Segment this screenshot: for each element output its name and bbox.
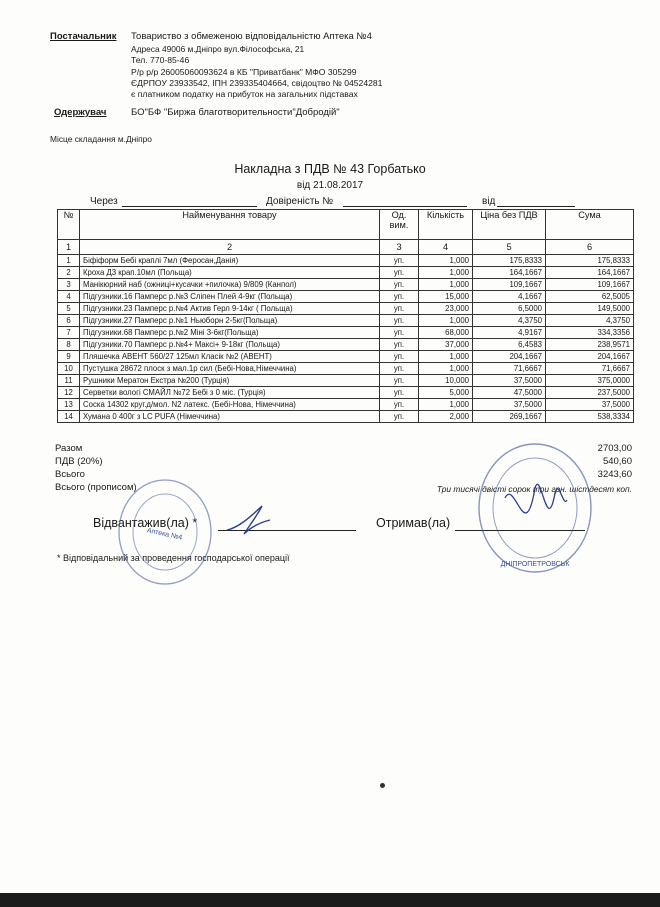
row-unit: уп. — [380, 411, 419, 423]
from-blank — [497, 206, 575, 207]
total-value: 3243,60 — [597, 469, 632, 480]
row-quantity: 37,000 — [419, 339, 473, 351]
supplier-account: Р/р р/р 26005060093624 в КБ "Приватбанк" МФО 305299 — [131, 66, 357, 77]
via-label: Через — [90, 196, 118, 207]
total-in-words: Три тисячі двісті сорок три грн. шістдесят коп. — [436, 484, 632, 494]
table-row — [58, 315, 634, 327]
row-product-name: Серветки вологі СМАЙЛ №72 Бебі з 0 міс. (Турція) — [80, 387, 380, 399]
col-number-4: 4 — [419, 240, 473, 255]
row-quantity: 1,000 — [419, 267, 473, 279]
row-number: 7 — [58, 327, 80, 339]
row-price: 71,6667 — [473, 363, 546, 375]
scan-edge — [0, 893, 660, 907]
stamp-right-text: ДНІПРОПЕТРОВСЬК — [500, 561, 570, 568]
row-product-name: Підгузники.68 Памперс р.№2 Міні 3-6кг(Польща) — [80, 327, 380, 339]
col-number-6: 6 — [546, 240, 634, 255]
row-price: 37,5000 — [473, 375, 546, 387]
row-price: 164,1667 — [473, 267, 546, 279]
header-price: Ціна без ПДВ — [473, 210, 546, 240]
document-date: від 21.08.2017 — [296, 180, 364, 191]
row-quantity: 5,000 — [419, 387, 473, 399]
row-product-name: Підгузники.16 Памперс р.№3 Сліпен Плей 4-9кг (Польща) — [80, 291, 380, 303]
total-label: Всього — [55, 469, 85, 480]
row-product-name: Біфіформ Бебі краплі 7мл (Феросан,Данія) — [80, 255, 380, 267]
row-sum: 149,5000 — [546, 303, 634, 315]
header-quantity: Кількість — [419, 210, 473, 240]
row-quantity: 1,000 — [419, 363, 473, 375]
poa-label: Довіреність № — [266, 196, 334, 207]
row-sum: 4,3750 — [546, 315, 634, 327]
row-unit: уп. — [380, 291, 419, 303]
row-price: 4,1667 — [473, 291, 546, 303]
row-quantity: 15,000 — [419, 291, 473, 303]
row-sum: 37,5000 — [546, 399, 634, 411]
table-row — [58, 351, 634, 363]
received-by-label: Отримав(ла) — [376, 516, 451, 530]
supplier-phone: Тел. 770-85-46 — [131, 55, 190, 66]
row-number: 14 — [58, 411, 80, 423]
row-number: 9 — [58, 351, 80, 363]
row-quantity: 1,000 — [419, 255, 473, 267]
invoice-table — [57, 209, 634, 423]
table-row — [58, 375, 634, 387]
row-product-name: Підгузники.70 Памперс р.№4+ Максі+ 9-18кг (Польща) — [80, 339, 380, 351]
recipient-stamp — [475, 438, 595, 578]
row-quantity: 10,000 — [419, 375, 473, 387]
ink-spot — [380, 783, 385, 788]
poa-blank — [343, 206, 467, 207]
supplier-label: Постачальник — [50, 31, 117, 42]
table-row — [58, 267, 634, 279]
via-blank — [122, 206, 257, 207]
table-row — [58, 399, 634, 411]
row-sum: 204,1667 — [546, 351, 634, 363]
supplier-codes: ЄДРПОУ 23933542, ІПН 239335404664, свідоцтво № 04524281 — [131, 77, 383, 88]
row-sum: 164,1667 — [546, 267, 634, 279]
row-number: 11 — [58, 375, 80, 387]
row-sum: 238,9571 — [546, 339, 634, 351]
row-number: 1 — [58, 255, 80, 267]
row-unit: уп. — [380, 339, 419, 351]
row-price: 204,1667 — [473, 351, 546, 363]
row-number: 13 — [58, 399, 80, 411]
row-price: 37,5000 — [473, 399, 546, 411]
row-sum: 71,6667 — [546, 363, 634, 375]
row-unit: уп. — [380, 363, 419, 375]
row-price: 269,1667 — [473, 411, 546, 423]
header-sum: Сума — [546, 210, 634, 240]
row-price: 4,3750 — [473, 315, 546, 327]
row-sum: 109,1667 — [546, 279, 634, 291]
table-row — [58, 303, 634, 315]
document-title: Накладна з ПДВ № 43 Горбатько — [234, 162, 426, 176]
row-sum: 237,5000 — [546, 387, 634, 399]
row-unit: уп. — [380, 399, 419, 411]
row-price: 175,8333 — [473, 255, 546, 267]
row-product-name: Соска 14302 круг.д/мол. N2 латекс. (Бебі-Нова, Німеччина) — [80, 399, 380, 411]
row-product-name: Манікюрний наб (ожниці+кусачки +пилочка) 9/809 (Канпол) — [80, 279, 380, 291]
row-unit: уп. — [380, 351, 419, 363]
row-price: 109,1667 — [473, 279, 546, 291]
row-sum: 375,0000 — [546, 375, 634, 387]
row-sum: 538,3334 — [546, 411, 634, 423]
table-row — [58, 327, 634, 339]
row-quantity: 23,000 — [419, 303, 473, 315]
row-unit: уп. — [380, 255, 419, 267]
row-product-name: Підгузники.23 Памперс р.№4 Актив Герл 9-14кг ( Польща) — [80, 303, 380, 315]
row-sum: 175,8333 — [546, 255, 634, 267]
row-unit: уп. — [380, 375, 419, 387]
shipped-by-label: Відвантажив(ла) * — [93, 516, 198, 530]
stamp-left-text: Аптека №4 — [146, 527, 183, 542]
row-unit: уп. — [380, 327, 419, 339]
table-row — [58, 291, 634, 303]
header-number: № — [58, 210, 80, 240]
header-unit: Од. вим. — [380, 210, 419, 240]
row-unit: уп. — [380, 267, 419, 279]
row-product-name: Рушники Мератон Екстра №200 (Турція) — [80, 375, 380, 387]
row-product-name: Хумана 0 400г з LC PUFA (Німеччина) — [80, 411, 380, 423]
col-number-2: 2 — [80, 240, 380, 255]
row-number: 3 — [58, 279, 80, 291]
recipient-signature-stroke — [505, 484, 567, 513]
row-quantity: 2,000 — [419, 411, 473, 423]
header-product-name: Найменування товару — [80, 210, 380, 240]
supplier-address: Адреса 49006 м.Дніпро вул.Філософська, 21 — [131, 44, 305, 54]
row-price: 47,5000 — [473, 387, 546, 399]
row-quantity: 68,000 — [419, 327, 473, 339]
row-number: 6 — [58, 315, 80, 327]
col-number-3: 3 — [380, 240, 419, 255]
row-price: 4,9167 — [473, 327, 546, 339]
supplier-signature — [222, 500, 282, 540]
row-number: 8 — [58, 339, 80, 351]
table-row — [58, 387, 634, 399]
footnote: * Відповідальний за проведення господарської операції — [57, 553, 290, 563]
row-number: 5 — [58, 303, 80, 315]
row-number: 4 — [58, 291, 80, 303]
col-number-5: 5 — [473, 240, 546, 255]
row-unit: уп. — [380, 387, 419, 399]
table-row — [58, 339, 634, 351]
supplier-stamp — [115, 470, 215, 590]
row-quantity: 1,000 — [419, 399, 473, 411]
row-sum: 334,3356 — [546, 327, 634, 339]
supplier-details — [131, 44, 382, 100]
row-number: 12 — [58, 387, 80, 399]
invoice-rows — [58, 255, 634, 423]
row-product-name: Підгузники.27 Памперс р.№1 Ньюборн 2-5кг(Польща) — [80, 315, 380, 327]
table-row — [58, 255, 634, 267]
row-quantity: 1,000 — [419, 315, 473, 327]
row-price: 6,4583 — [473, 339, 546, 351]
row-unit: уп. — [380, 279, 419, 291]
total-words-label: Всього (прописом) — [55, 482, 137, 493]
row-product-name: Пляшечка АВЕНТ 560/27 125мл Класік №2 (АВЕНТ) — [80, 351, 380, 363]
row-quantity: 1,000 — [419, 351, 473, 363]
vat-label: ПДВ (20%) — [55, 456, 103, 467]
subtotal-value: 2703,00 — [597, 443, 632, 454]
row-price: 6,5000 — [473, 303, 546, 315]
supplier-tax-note: є платником податку на прибуток на загальних підставах — [131, 89, 358, 100]
row-number: 2 — [58, 267, 80, 279]
col-number-1: 1 — [58, 240, 80, 255]
table-row — [58, 363, 634, 375]
subtotal-label: Разом — [55, 443, 83, 454]
place-of-issue: Місце складання м.Дніпро — [50, 134, 152, 144]
row-sum: 62,5005 — [546, 291, 634, 303]
row-quantity: 1,000 — [419, 279, 473, 291]
table-row — [58, 411, 634, 423]
recipient-name: БО"БФ "Биржа благотворительности"Добродій" — [131, 107, 340, 118]
row-unit: уп. — [380, 315, 419, 327]
row-product-name: Кроха Д3 крап.10мл (Польща) — [80, 267, 380, 279]
vat-value: 540,60 — [602, 456, 632, 467]
from-label: від — [482, 196, 496, 207]
row-product-name: Пустушка 28672 плоск з мал.1р сил (Бебі-Нова,Німеччина) — [80, 363, 380, 375]
row-number: 10 — [58, 363, 80, 375]
supplier-name: Товариство з обмеженою відповідальністю Аптека №4 — [131, 31, 372, 42]
recipient-label: Одержувач — [54, 107, 107, 118]
row-unit: уп. — [380, 303, 419, 315]
table-row — [58, 279, 634, 291]
